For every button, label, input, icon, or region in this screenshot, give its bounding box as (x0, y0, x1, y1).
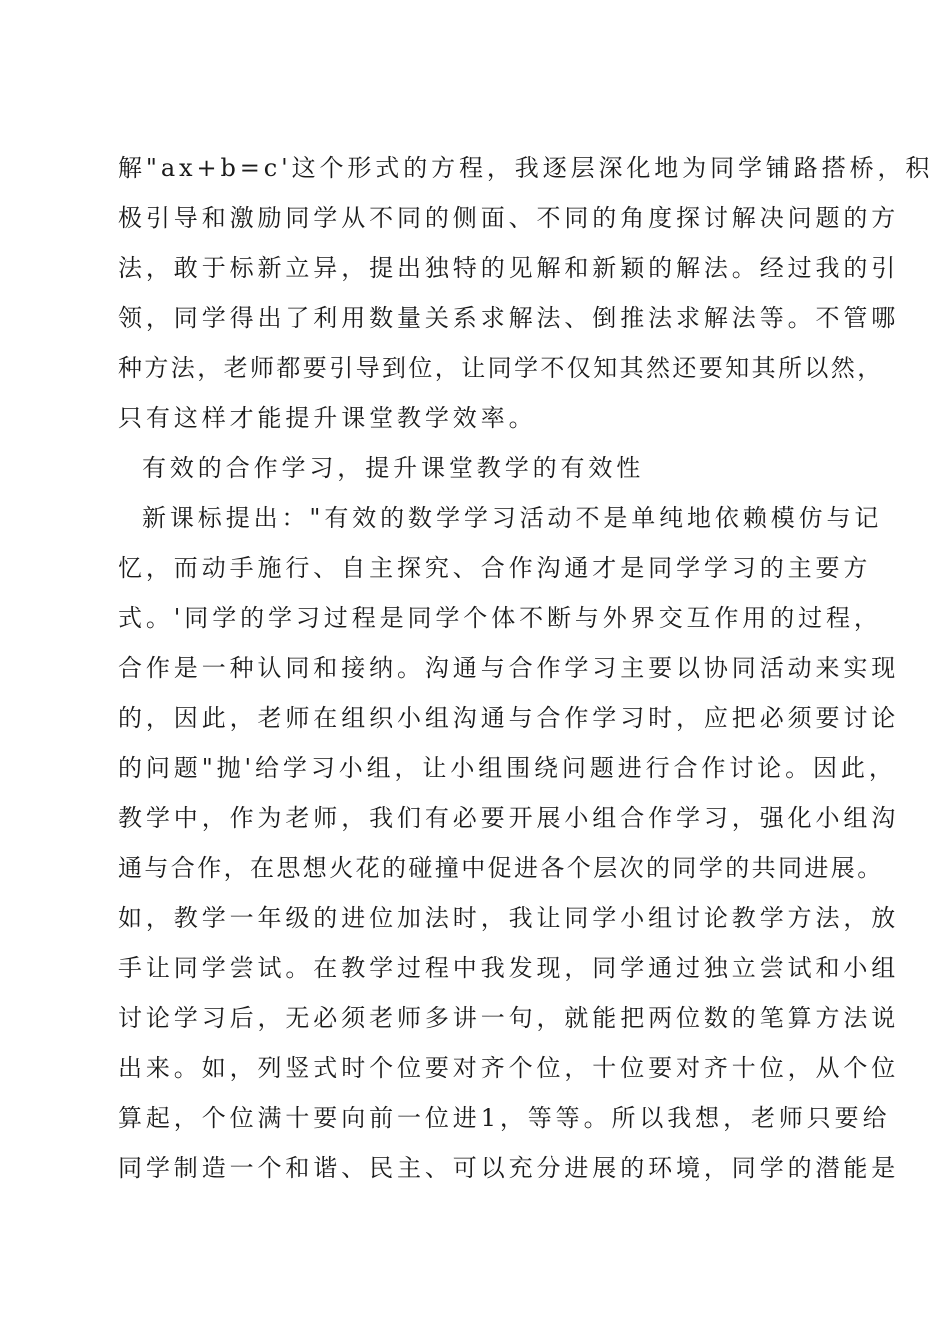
text-line: 领，同学得出了利用数量关系求解法、倒推法求解法等。不管哪 (118, 304, 900, 332)
text-line: 通与合作，在思想火花的碰撞中促进各个层次的同学的共同进展。 (118, 854, 884, 882)
text-line: 的问题"抛'给学习小组，让小组围绕问题进行合作讨论。因此， (118, 754, 897, 782)
text-line: 手让同学尝试。在教学过程中我发现，同学通过独立尝试和小组 (118, 954, 900, 982)
text-line: 如，教学一年级的进位加法时，我让同学小组讨论教学方法，放 (118, 904, 900, 932)
section-heading: 有效的合作学习，提升课堂教学的有效性 (142, 454, 645, 482)
text-line: 种方法，老师都要引导到位，让同学不仅知其然还要知其所以然， (118, 354, 884, 382)
text-line: 式。'同学的学习过程是同学个体不断与外界交互作用的过程， (118, 604, 882, 632)
text-line: 极引导和激励同学从不同的侧面、不同的角度探讨解决问题的方 (118, 204, 900, 232)
text-line: 出来。如，列竖式时个位要对齐个位，十位要对齐十位，从个位 (118, 1054, 900, 1082)
text-line: 算起，个位满十要向前一位进1，等等。所以我想，老师只要给 (118, 1104, 891, 1132)
text-line: 教学中，作为老师，我们有必要开展小组合作学习，强化小组沟 (118, 804, 900, 832)
text-line: 合作是一种认同和接纳。沟通与合作学习主要以协同活动来实现 (118, 654, 900, 682)
text-line: 法，敢于标新立异，提出独特的见解和新颖的解法。经过我的引 (118, 254, 900, 282)
text-line: 同学制造一个和谐、民主、可以充分进展的环境，同学的潜能是 (118, 1154, 900, 1182)
text-line: 只有这样才能提升课堂教学效率。 (118, 404, 537, 432)
text-line: 新课标提出："有效的数学学习活动不是单纯地依赖模仿与记 (142, 504, 883, 532)
text-line: 解"ax+b=c'这个形式的方程，我逐层深化地为同学铺路搭桥，积 (118, 154, 934, 182)
text-line: 的，因此，老师在组织小组沟通与合作学习时，应把必须要讨论 (118, 704, 900, 732)
text-line: 讨论学习后，无必须老师多讲一句，就能把两位数的笔算方法说 (118, 1004, 900, 1032)
text-line: 忆，而动手施行、自主探究、合作沟通才是同学学习的主要方 (118, 554, 872, 582)
